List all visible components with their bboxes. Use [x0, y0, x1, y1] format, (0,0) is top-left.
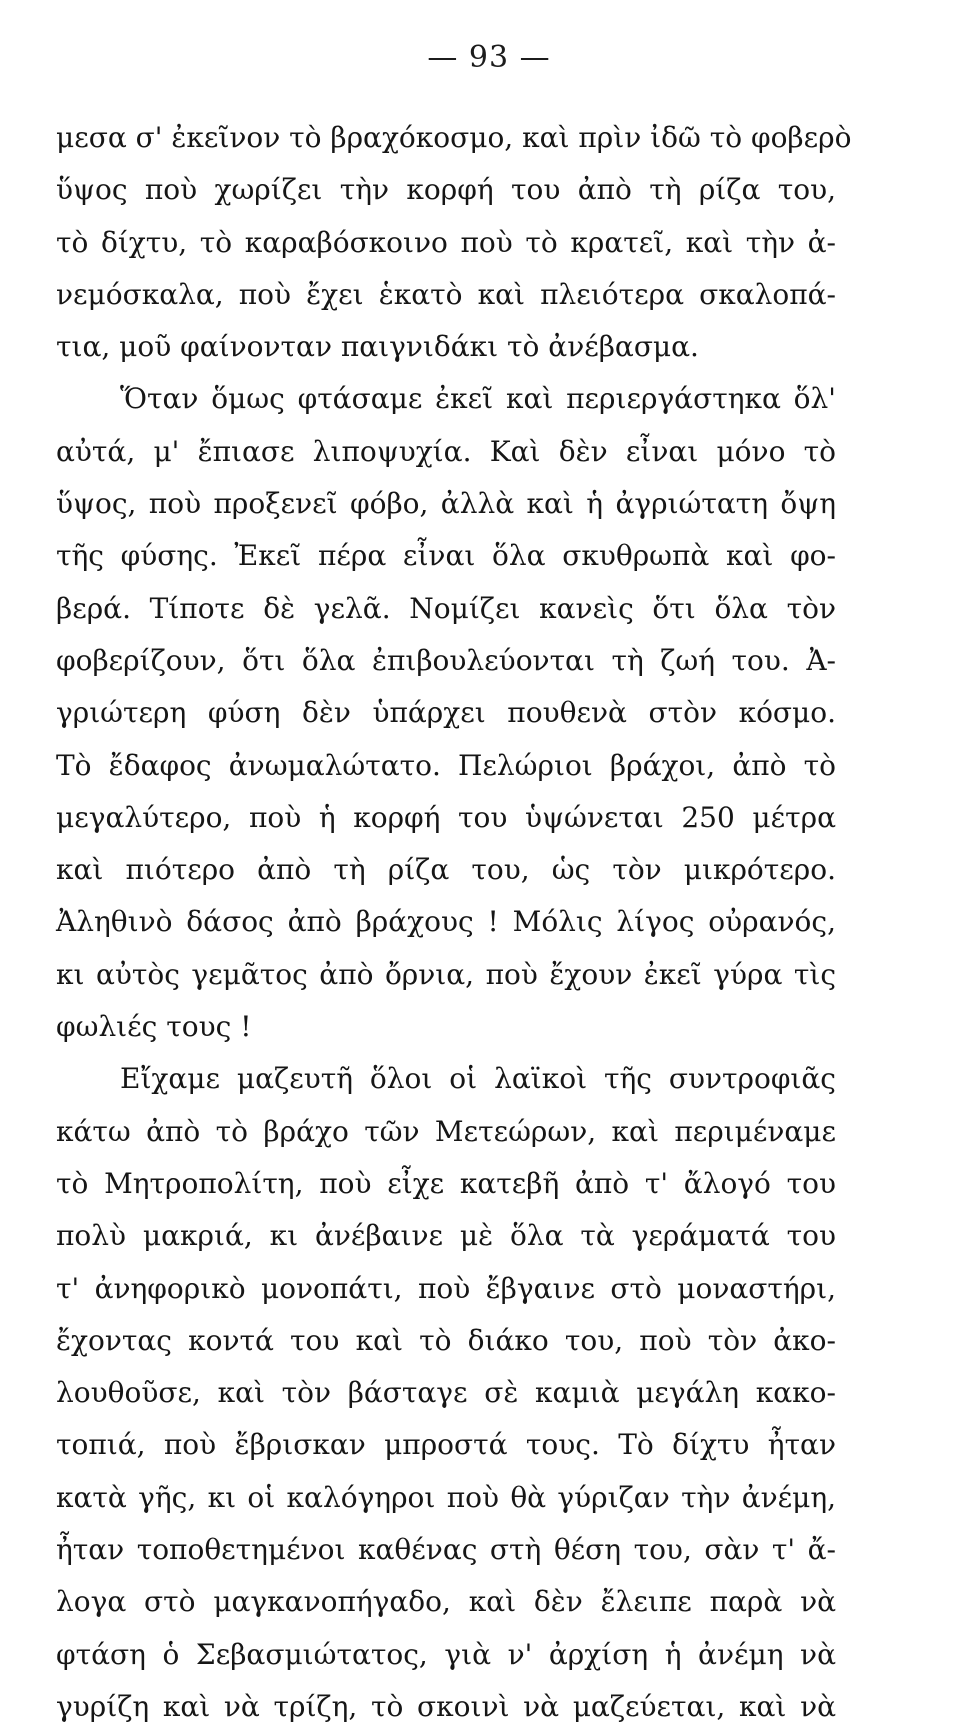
text-line: λουθοῦσε, καὶ τὸν βάσταγε σὲ καμιὰ μεγάλη κακο- [56, 1376, 836, 1410]
text-line: πολὺ μακριά, κι ἀνέβαινε μὲ ὅλα τὰ γεράματά του [56, 1219, 836, 1253]
text-line: Εἴχαμε μαζευτῆ ὅλοι οἱ λαϊκοὶ τῆς συντροφιᾶς [120, 1062, 836, 1096]
text-line: τια, μοῦ φαίνονταν παιγνιδάκι τὸ ἀνέβασμα. [56, 330, 699, 364]
text-line: νεμόσκαλα, ποὺ ἔχει ἑκατὸ καὶ πλειότερα σκαλοπά- [56, 277, 836, 311]
text-line: ὕψος ποὺ χωρίζει τὴν κορφή του ἀπὸ τὴ ρίζα του, [56, 173, 836, 207]
text-line: μεγαλύτερο, ποὺ ἡ κορφή του ὑψώνεται 250 μέτρα [56, 800, 836, 834]
text-line: φτάση ὁ Σεβασμιώτατος, γιὰ ν' ἀρχίση ἡ ἀνέμη νὰ [56, 1637, 836, 1671]
text-line: μεσα σ' ἐκεῖνον τὸ βραχόκοσμο, καὶ πρὶν ἰδῶ τὸ φοβερὸ [56, 121, 852, 154]
text-line: τοπιά, ποὺ ἔβρισκαν μπροστά τους. Τὸ δίχτυ ἦταν [56, 1428, 836, 1462]
text-line: καὶ πιότερο ἀπὸ τὴ ρίζα του, ὡς τὸν μικρότερο. [56, 853, 836, 887]
text-line: βερά. Τίποτε δὲ γελᾶ. Νομίζει κανεὶς ὅτι ὅλα τὸν [56, 591, 836, 625]
text-line: τὸ δίχτυ, τὸ καραβόσκοινο ποὺ τὸ κρατεῖ, καὶ τὴν ἀ- [56, 225, 836, 259]
text-line: Ἀληθινὸ δάσος ἀπὸ βράχους ! Μόλις λίγος οὐρανός, [56, 905, 836, 939]
text-line: γριώτερη φύση δὲν ὑπάρχει πουθενὰ στὸν κόσμο. [56, 696, 836, 730]
text-line: ἦταν τοποθετημένοι καθένας στὴ θέση του, σὰν τ' ἄ- [56, 1533, 836, 1567]
text-line: Ὅταν ὅμως φτάσαμε ἐκεῖ καὶ περιεργάστηκα ὅλ' [120, 382, 836, 416]
text-line: τὸ Μητροπολίτη, ποὺ εἶχε κατεβῆ ἀπὸ τ' ἄλογό του [56, 1166, 836, 1200]
text-line: κι αὐτὸς γεμᾶτος ἀπὸ ὄρνια, ποὺ ἔχουν ἐκεῖ γύρα τὶς [56, 957, 836, 991]
text-line: ὕψος, ποὺ προξενεῖ φόβο, ἀλλὰ καὶ ἡ ἀγριώτατη ὄψη [56, 487, 836, 521]
text-line: φωλιές τους ! [56, 1010, 252, 1044]
text-line: κάτω ἀπὸ τὸ βράχο τῶν Μετεώρων, καὶ περιμέναμε [56, 1114, 836, 1148]
body-text [56, 112, 852, 1733]
text-line: τῆς φύσης. Ἐκεῖ πέρα εἶναι ὅλα σκυθρωπὰ καὶ φο- [56, 539, 836, 573]
text-line: Τὸ ἔδαφος ἀνωμαλώτατο. Πελώριοι βράχοι, ἀπὸ τὸ [56, 748, 836, 782]
text-line: φοβερίζουν, ὅτι ὅλα ἐπιβουλεύονται τὴ ζωή του. Ἀ- [56, 643, 836, 677]
text-line: γυρίζη καὶ νὰ τρίζη, τὸ σκοινὶ νὰ μαζεύεται, καὶ νὰ [56, 1689, 836, 1723]
text-line: ἔχοντας κοντά του καὶ τὸ διάκο του, ποὺ τὸν ἀκο- [56, 1323, 836, 1357]
text-line: κατὰ γῆς, κι οἱ καλόγηροι ποὺ θὰ γύριζαν τὴν ἀνέμη, [56, 1480, 836, 1514]
text-line: τ' ἀνηφορικὸ μονοπάτι, ποὺ ἔβγαινε στὸ μοναστήρι, [56, 1271, 836, 1305]
text-line: λογα στὸ μαγκανοπήγαδο, καὶ δὲν ἔλειπε παρὰ νὰ [56, 1585, 836, 1619]
page-number: — 93 — [427, 40, 551, 75]
text-line: αὐτά, μ' ἔπιασε λιποψυχία. Καὶ δὲν εἶναι μόνο τὸ [56, 434, 836, 468]
